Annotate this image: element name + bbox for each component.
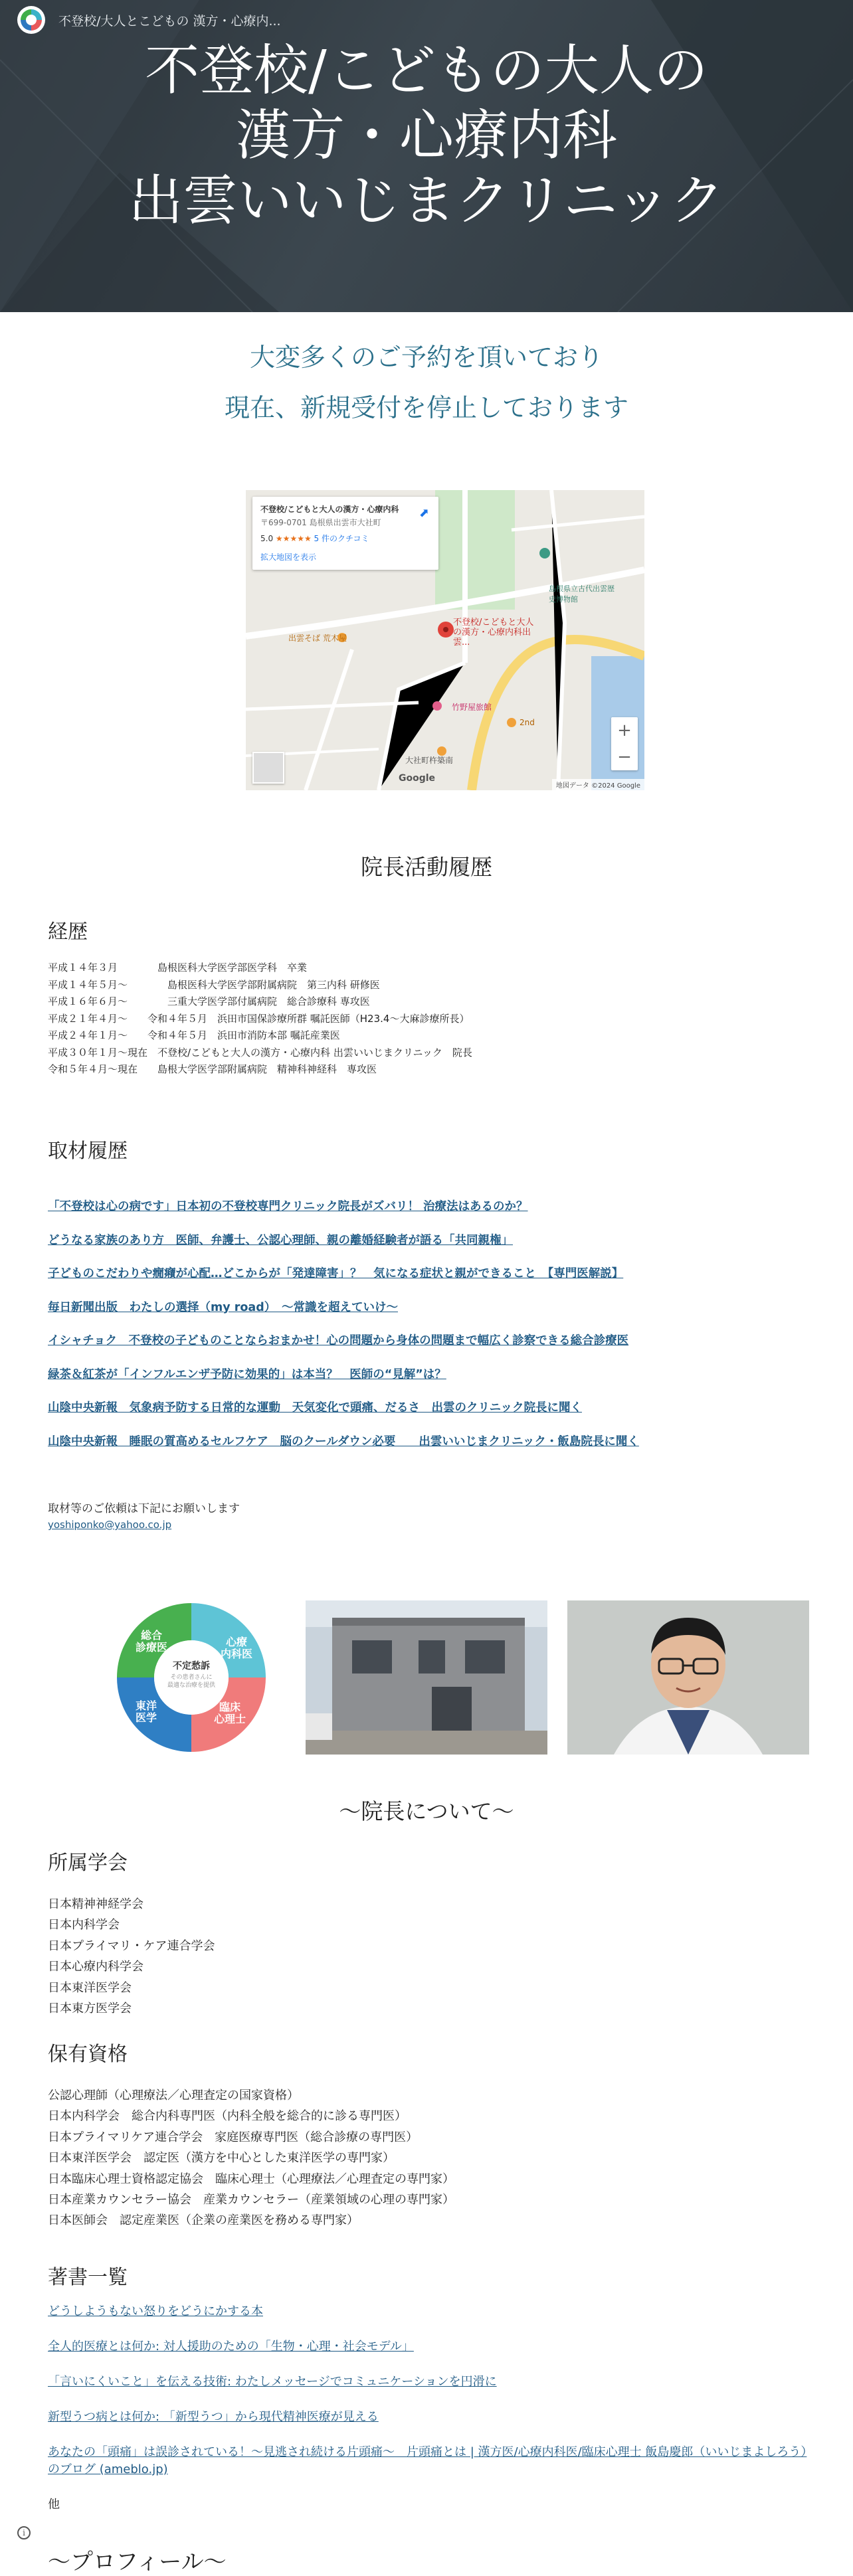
book-link[interactable]: 「言いにくいこと」を伝える技術: わたしメッセージでコミュニケーションを円滑に: [48, 2375, 497, 2389]
hero-title-line: 漢方・心療内科: [235, 104, 617, 167]
book-link[interactable]: あなたの「頭痛」は誤診されている！〜見逃され続ける片頭痛〜 片頭痛とは | 漢方医/心療内科医/臨床心理士 飯島慶郎（いいじまよしろう）のブログ (ameblo.jp): [48, 2445, 807, 2476]
media-link[interactable]: どうなる家族のあり方 医師、弁護士、公認心理師、親の離婚経験者が語る「共同親権」: [48, 1233, 513, 1247]
map-place-card: [252, 497, 438, 570]
about-title: 〜院長について〜: [339, 1798, 514, 1824]
career-row: 平成２１年４月〜 令和４年５月 浜田市国保診療所群 嘱託医師（H23.4〜大麻診療所長）: [48, 1012, 470, 1025]
map-rating-stars: ★★★★★: [275, 534, 312, 543]
career-list: [48, 960, 472, 1078]
map-larger-link[interactable]: 拡大地図を表示: [260, 553, 317, 562]
director-portrait-photo: [567, 1600, 809, 1755]
career-row: 平成１６年６月〜 三重大学医学部付属病院 総合診療科 専攻医: [48, 995, 370, 1007]
society-item: 日本東方医学会: [48, 2002, 132, 2016]
qualification-item: 日本医師会 認定産業医（企業の産業医を務める専門家）: [48, 2213, 359, 2228]
contact-text: 取材等のご依頼は下記にお願いします: [48, 1502, 240, 1515]
site-header: [17, 5, 281, 35]
society-item: 日本心療内科学会: [48, 1960, 143, 1974]
clinic-logo-icon[interactable]: [17, 6, 45, 34]
qualification-item: 日本臨床心理士資格認定協会 臨床心理士（心理療法／心理査定の専門家）: [48, 2172, 454, 2186]
diagram-segment: 東洋 医学: [136, 1699, 157, 1724]
info-icon[interactable]: i: [17, 2526, 31, 2539]
hero-title: [0, 39, 853, 234]
profile-heading: 〜プロフィール〜: [48, 2549, 227, 2575]
map-directions-icon[interactable]: ⬈: [419, 506, 429, 520]
books-misc: 他: [48, 2498, 60, 2512]
diagram-center-title: 不定愁訴: [173, 1661, 210, 1672]
society-item: 日本内科学会: [48, 1918, 120, 1932]
reservation-notice: [0, 332, 853, 433]
book-link[interactable]: 新型うつ病とは何か: 「新型うつ」から現代精神医療が見える: [48, 2410, 379, 2424]
book-link[interactable]: どうしようもない怒りをどうにかする本: [48, 2304, 263, 2318]
media-link[interactable]: 山陰中央新報 睡眠の質高めるセルフケア 脳のクールダウン必要 出雲いいじまクリニック・飯島院長に聞く: [48, 1434, 639, 1448]
contact-email-link[interactable]: yoshiponko@yahoo.co.jp: [48, 1519, 172, 1531]
hero-banner: [0, 0, 853, 312]
qualification-item: 公認心理師（心理療法／心理査定の国家資格）: [48, 2089, 299, 2103]
hero-title-line: 出雲いいじまクリニック: [128, 169, 725, 232]
society-item: 日本東洋医学会: [48, 1980, 132, 1995]
clinic-building-photo: [306, 1600, 547, 1755]
map-label: 島根県立古代出雲歴史博物館: [549, 584, 615, 604]
media-link[interactable]: 「不登校は心の病です」日本初の不登校専門クリニック院長がズバリ！ 治療法はあるのか？: [48, 1200, 528, 1213]
media-link[interactable]: 毎日新聞出版 わたしの選择（my road） 〜常識を超えていけ〜: [48, 1300, 398, 1314]
qualification-item: 日本プライマリケア連合学会 家庭医療専門医（総合診療の専門医）: [48, 2130, 419, 2144]
google-logo: Google: [399, 773, 436, 784]
care-diagram: [47, 1600, 288, 1755]
qualification-item: 日本産業カウンセラー協会 産業カウンセラー（産業領域の心理の専門家）: [48, 2193, 454, 2207]
media-link[interactable]: 子どものこだわりや癇癪が心配…どこからが「発達障害」？ 気になる症状と親ができること 【専門医解説】: [48, 1267, 624, 1280]
map-label: 出雲そば 荒木屋: [288, 634, 347, 643]
zoom-in-button[interactable]: +: [617, 721, 632, 740]
activity-title: 院長活動履歴: [361, 854, 492, 880]
diagram-segment: 臨床 心理士: [214, 1701, 246, 1725]
career-row: 平成１４年５月〜 島根医科大学医学部附属病院 第三内科 研修医: [48, 978, 380, 991]
notice-line: 現在、新規受付を停止しております: [224, 393, 628, 422]
map-pin-label: 不登校/こどもと大人の漢方・心療内科出雲...: [453, 618, 534, 647]
books-heading: 著書一覧: [48, 2266, 128, 2289]
site-title[interactable]: 不登校/大人とこどもの 漢方・心療内...: [58, 13, 281, 29]
career-row: 平成２４年１月〜 令和４年５月 浜田市消防本部 嘱託産業医: [48, 1029, 340, 1041]
qualifications-heading: 保有資格: [48, 2043, 128, 2066]
notice-line: 大変多くのご予約を頂いており: [249, 343, 603, 372]
contact-block: [48, 1501, 240, 1533]
qualification-item: 日本東洋医学会 認定医（漢方を中心とした東洋医学の専門家）: [48, 2151, 395, 2166]
map-label: 竹野屋旅館: [452, 703, 492, 712]
media-link[interactable]: 山陰中央新報 気象病予防する日常的な運動 天気変化で頭痛、だるさ 出雲のクリニック院長に聞く: [48, 1401, 582, 1415]
media-list: [48, 1190, 639, 1458]
societies-list: [48, 1894, 215, 2019]
google-map-embed[interactable]: [246, 490, 644, 790]
media-link[interactable]: 緑茶＆紅茶が「インフルエンザ予防に効果的」は本当？ 医師の“見解”は？: [48, 1367, 446, 1381]
career-heading: 経歴: [48, 920, 88, 944]
hero-title-line: 不登校/こどもの大人の: [145, 39, 708, 102]
map-label: 大社町杵築南: [405, 756, 454, 765]
career-row: 平成１４年３月 島根医科大学医学部医学科 卒業: [48, 962, 308, 974]
societies-heading: 所属学会: [48, 1851, 128, 1875]
zoom-out-button[interactable]: −: [617, 747, 632, 767]
map-zoom-controls: [611, 717, 638, 770]
map-layer-toggle[interactable]: [252, 752, 284, 784]
map-reviews-link[interactable]: 5 件のクチコミ: [314, 534, 369, 543]
diagram-center-sub: その患者さんに 最適な治療を提供: [167, 1674, 215, 1689]
society-item: 日本プライマリ・ケア連合学会: [48, 1938, 215, 1953]
books-list: [48, 2303, 812, 2514]
media-link[interactable]: イシャチョク 不登校の子どものことならおまかせ！心の問題から身体の問題まで幅広く診察できる総合診療医: [48, 1334, 629, 1347]
career-row: 平成３０年１月〜現在 不登校/こどもと大人の漢方・心療内科 出雲いいじまクリニック 院長: [48, 1046, 472, 1059]
book-link[interactable]: 全人的医療とは何か: 対人援助のための「生物・心理・社会モデル」: [48, 2340, 414, 2354]
map-attribution[interactable]: 地図データ ©2024 Google: [552, 779, 644, 790]
media-heading: 取材履歴: [48, 1140, 128, 1163]
diagram-segment: 心療 内科医: [221, 1636, 253, 1660]
map-place-name: 不登校/こどもと大人の漢方・心療内科: [260, 505, 399, 514]
diagram-segment: 総合 診療医: [136, 1629, 168, 1654]
society-item: 日本精神神経学会: [48, 1897, 143, 1911]
map-rating-value: 5.0: [260, 534, 274, 543]
qualification-item: 日本内科学会 総合内科専門医（内科全般を総合的に診る専門医）: [48, 2109, 407, 2124]
map-label: 2nd: [520, 718, 535, 727]
career-row: 令和５年４月〜現在 島根大学医学部附属病院 精神科神経科 専攻医: [48, 1063, 377, 1075]
map-rating: [260, 533, 369, 544]
map-place-address: 〒699-0701 島根県出雲市大社町: [260, 518, 381, 527]
qualifications-list: [48, 2085, 454, 2231]
